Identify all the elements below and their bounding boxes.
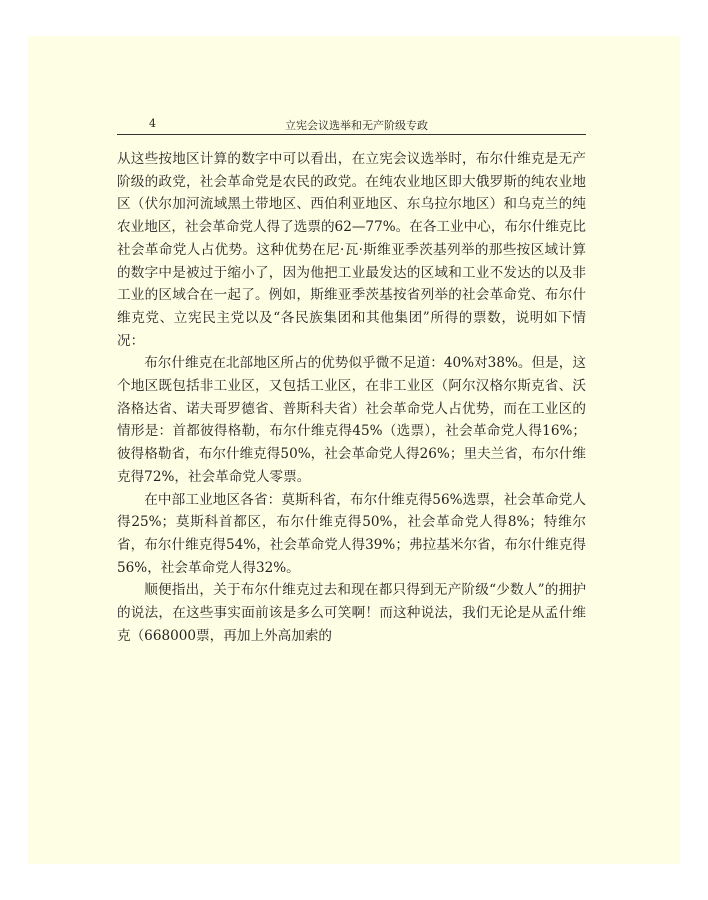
page-number: 4	[149, 117, 156, 130]
paragraph-2: 布尔什维克在北部地区所占的优势似乎微不足道：40%对38%。但是，这个地区既包括非工业区，又包括工业区，在非工业区（阿尔汉格尔斯克省、沃洛格达省、诺夫哥罗德省、普斯科夫省）社会革命党人占优势，而在工业区的情形是：首都彼得格勒，布尔什维克得45%（选票），社会革命党人得16%；彼得格勒省，布尔什维克得50%，社会革命党人得26%；里夫兰省，布尔什维克得72%，社会革命党人零票。	[117, 355, 586, 485]
paragraph-1: 从这些按地区计算的数字中可以看出，在立宪会议选举时，布尔什维克是无产阶级的政党，社会革命党是农民的政党。在纯农业地区即大俄罗斯的纯农业地区（伏尔加河流域黑土带地区、西伯利亚地区、东乌拉尔地区）和乌克兰的纯农业地区，社会革命党人得了选票的62—77%。在各工业中心，布尔什维克比社会革命党人占优势。这种优势在尼·瓦·斯维亚季茨基列举的那些按区域计算的数字中是被过于缩小了，因为他把工业最发达的区域和工业不发达的以及非工业的区域合在一起了。例如，斯维亚季茨基按省列举的社会革命党、布尔什维克党、立宪民主党以及“各民族集团和其他集团”所得的票数，说明如下情况：	[117, 151, 586, 349]
paragraph-4: 顺便指出，关于布尔什维克过去和现在都只得到无产阶级“少数人”的拥护的说法，在这些事实面前该是多么可笑啊！而这种说法，我们无论是从孟什维克（668000票，再加上外高加索的	[117, 582, 586, 644]
paragraph-3: 在中部工业地区各省：莫斯科省，布尔什维克得56%选票，社会革命党人得25%；莫斯科首都区，布尔什维克得50%，社会革命党人得8%；特维尔省，布尔什维克得54%，社会革命党人得39%；弗拉基米尔省，布尔什维克得56%，社会革命党人得32%。	[117, 491, 586, 576]
running-header	[117, 114, 586, 135]
body-text	[117, 148, 586, 647]
running-title: 立宪会议选举和无产阶级专政	[285, 119, 428, 132]
